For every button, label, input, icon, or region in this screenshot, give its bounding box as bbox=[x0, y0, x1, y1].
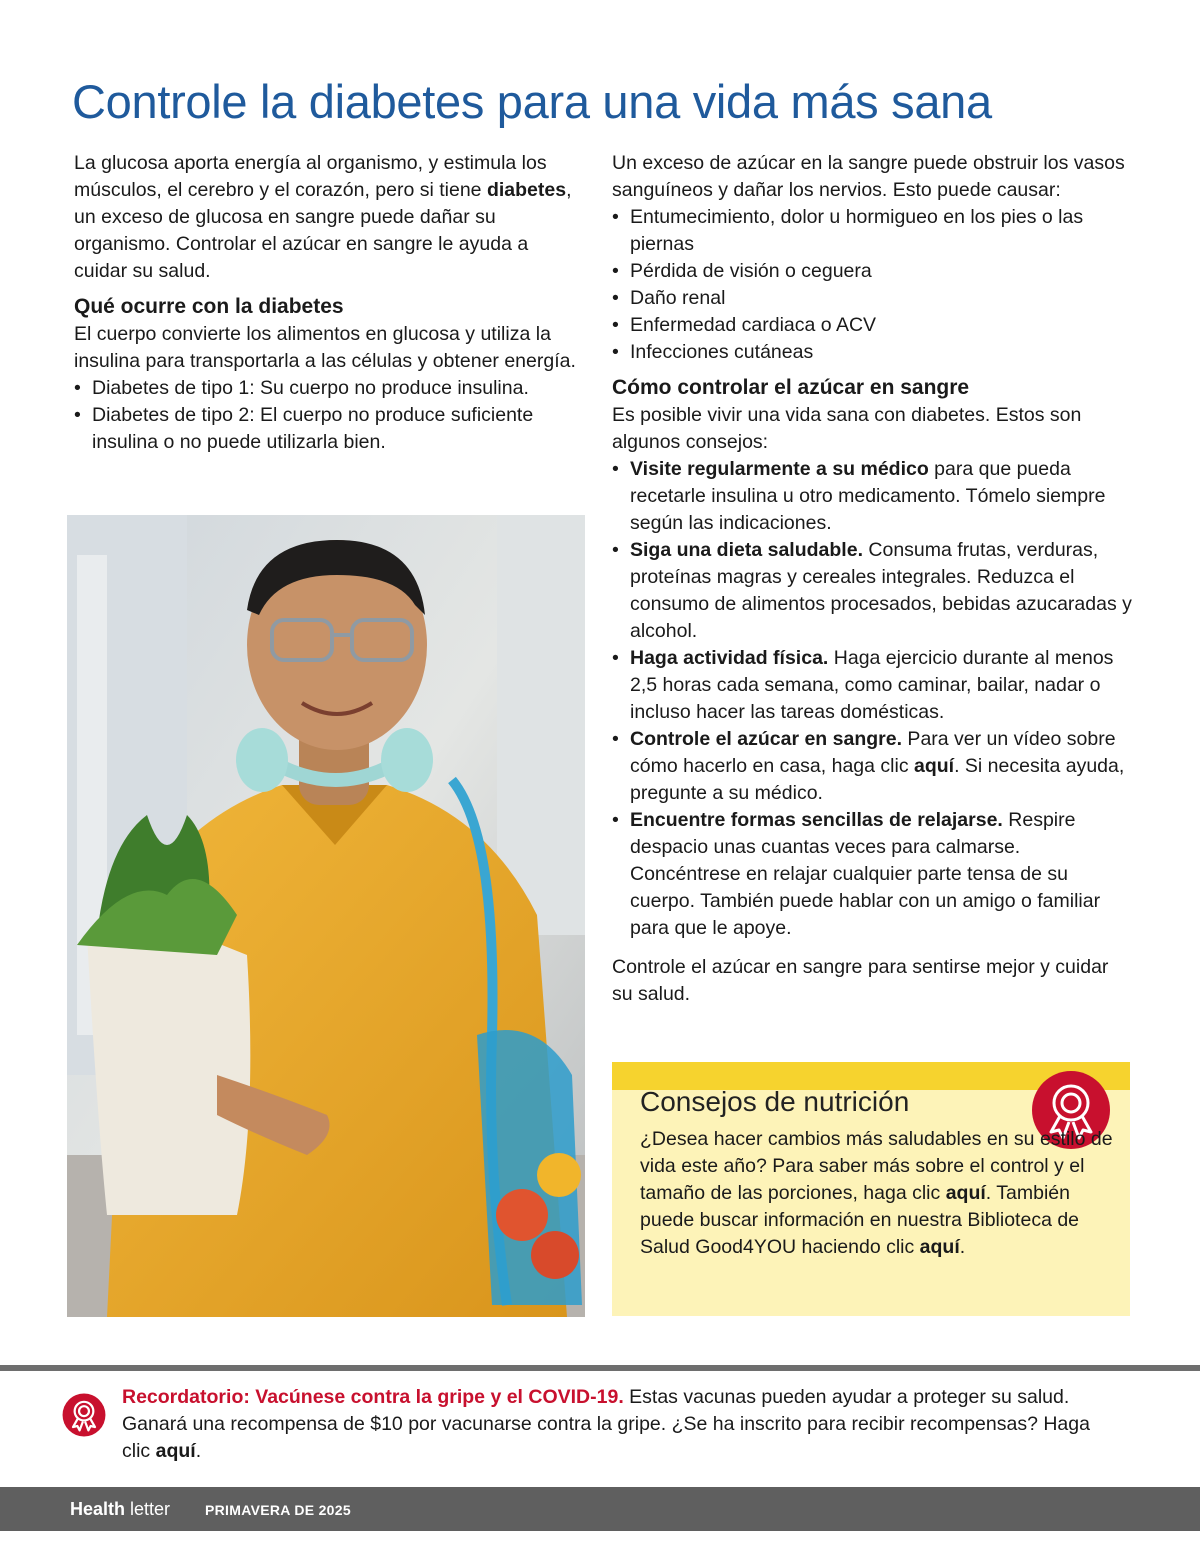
right-column bbox=[612, 150, 1132, 1008]
section-heading-control: Cómo controlar el azúcar en sangre bbox=[612, 376, 970, 399]
list-item: • Encuentre formas sencillas de relajarse. Respire despacio unas cuantas veces para calmarse. Concéntrese en relajar cualquier parte tensa de su cuerpo. También puede hablar con un amigo o familiar para que le apoye. bbox=[612, 807, 1132, 942]
video-link[interactable]: aquí bbox=[914, 755, 955, 777]
nutrition-tips-box bbox=[612, 1062, 1130, 1316]
ribbon-award-icon bbox=[62, 1393, 106, 1437]
list-item: • Siga una dieta saludable. Consuma frutas, verduras, proteínas magras y cereales integrales. Reduzca el consumo de alimentos procesados, bebidas azucaradas y alcohol. bbox=[612, 537, 1132, 645]
list-item: • Daño renal bbox=[612, 285, 1132, 312]
rewards-link[interactable]: aquí bbox=[155, 1440, 196, 1462]
page-title: Controle la diabetes para una vida más sana bbox=[72, 75, 992, 128]
footer-bar bbox=[0, 1487, 1200, 1531]
closing-paragraph: Controle el azúcar en sangre para sentirse mejor y cuidar su salud. bbox=[612, 956, 1109, 1005]
tips-list bbox=[612, 456, 1132, 942]
diabetes-types-list bbox=[74, 375, 584, 456]
section-heading-diabetes: Qué ocurre con la diabetes bbox=[74, 295, 344, 318]
list-item: • Pérdida de visión o ceguera bbox=[612, 258, 1132, 285]
list-item: • Infecciones cutáneas bbox=[612, 339, 1132, 366]
man-with-groceries-photo bbox=[67, 515, 585, 1317]
left-column bbox=[74, 150, 584, 456]
reminder-heading: Recordatorio: Vacúnese contra la gripe y el COVID-19. bbox=[122, 1386, 624, 1408]
section-text: El cuerpo convierte los alimentos en glucosa y utiliza la insulina para transportarla a las células y obtener energía. bbox=[74, 323, 576, 372]
effects-list bbox=[612, 204, 1132, 366]
list-item: • Controle el azúcar en sangre. Para ver un vídeo sobre cómo hacerlo en casa, haga clic aquí. Si necesita ayuda, pregunte a su médico. bbox=[612, 726, 1132, 807]
list-item: • Entumecimiento, dolor u hormigueo en los pies o las piernas bbox=[612, 204, 1132, 258]
control-intro: Es posible vivir una vida sana con diabetes. Estos son algunos consejos: bbox=[612, 404, 1082, 453]
publication-name: Health letter bbox=[70, 1499, 171, 1519]
intro-paragraph: La glucosa aporta energía al organismo, y estimula los músculos, el cerebro y el corazón, pero si tiene diabetes, un exceso de glucosa en sangre puede dañar su organismo. Controlar el azúcar en sangre le ayuda a cuidar su salud. bbox=[74, 152, 572, 282]
divider bbox=[0, 1365, 1200, 1371]
portions-link[interactable]: aquí bbox=[945, 1182, 986, 1204]
list-item: • Haga actividad física. Haga ejercicio durante al menos 2,5 horas cada semana, como caminar, bailar, nadar o incluso hacer las tareas domésticas. bbox=[612, 645, 1132, 726]
list-item: • Diabetes de tipo 2: El cuerpo no produce suficiente insulina o no puede utilizarla bien. bbox=[74, 402, 584, 456]
list-item: • Visite regularmente a su médico para que pueda recetarle insulina u otro medicamento. Tómelo siempre según las indicaciones. bbox=[612, 456, 1132, 537]
effects-intro: Un exceso de azúcar en la sangre puede obstruir los vasos sanguíneos y dañar los nervios. Esto puede causar: bbox=[612, 152, 1125, 201]
nutrition-title: Consejos de nutrición bbox=[640, 1086, 910, 1117]
vaccine-reminder: Recordatorio: Vacúnese contra la gripe y el COVID-19. Estas vacunas pueden ayudar a proteger su salud. Ganará una recompensa de $10 por vacunarse contra la gripe. ¿Se ha inscrito para recibir recompensas? Haga clic aquí. bbox=[122, 1386, 1090, 1462]
nutrition-text: ¿Desea hacer cambios más saludables en su estilo de vida este año? Para saber más sobre el control y el tamaño de las porciones, haga clic aquí. También puede buscar información en nuestra Biblioteca de Salud Good4YOU haciendo clic aquí. bbox=[640, 1128, 1113, 1258]
list-item: • Diabetes de tipo 1: Su cuerpo no produce insulina. bbox=[74, 375, 584, 402]
issue-label: PRIMAVERA DE 2025 bbox=[205, 1502, 351, 1518]
library-link[interactable]: aquí bbox=[919, 1236, 960, 1258]
diabetes-term: diabetes bbox=[486, 179, 567, 201]
list-item: • Enfermedad cardiaca o ACV bbox=[612, 312, 1132, 339]
